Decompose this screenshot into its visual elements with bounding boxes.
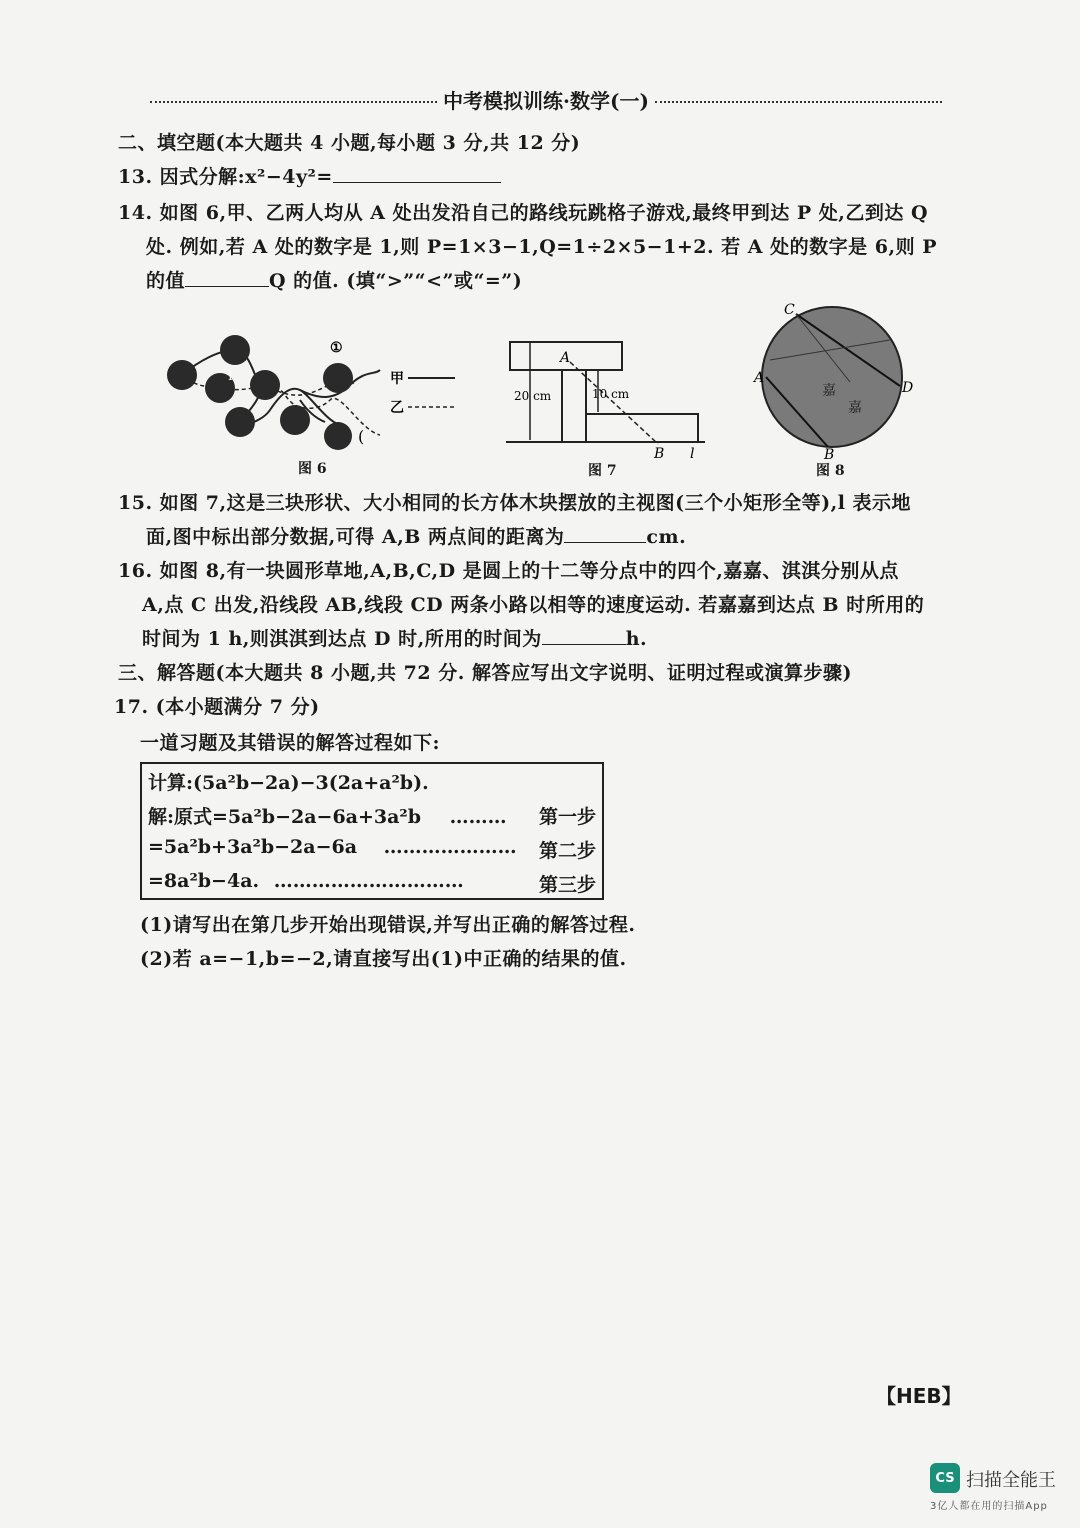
fig6-cell-p [323, 363, 353, 393]
box-line3 [148, 836, 517, 858]
box-line4-text: =8a²b−4a. [148, 870, 260, 892]
box-line4-dots: ………………………… [273, 870, 464, 892]
scanner-logo-icon: CS [930, 1463, 960, 1493]
fig6-cell-a [167, 360, 197, 390]
q17-solution-box [140, 762, 604, 900]
fig8-caption: 图 8 [816, 463, 845, 479]
header-dots-right [655, 101, 942, 103]
fig6-cell-q [324, 422, 352, 450]
q15-line2b: cm. [646, 526, 687, 548]
scanner-app-name: 扫描全能王 [966, 1470, 1056, 1491]
q17-part1: (1)请写出在第几步开始出现错误,并写出正确的解答过程. [140, 914, 636, 936]
fig6-legend-jia: 甲 [390, 371, 404, 387]
step-1-label: 第一步 [538, 806, 596, 828]
fig8-label-c: C [784, 302, 795, 318]
header-dots-left [150, 101, 437, 103]
fig8-inner-label: 嘉 [848, 400, 862, 416]
q14-line3 [146, 266, 522, 293]
box-line1: 计算:(5a²b−2a)−3(2a+a²b). [148, 772, 429, 794]
fig6-cell [220, 335, 250, 365]
fig8-label-d: D [902, 380, 914, 396]
fig7-dim1: 20 cm [514, 389, 552, 403]
step-2-label: 第二步 [538, 840, 596, 862]
figure-7 [500, 332, 710, 462]
fig7-dim2: 10 cm [592, 387, 630, 401]
fig7-label-b: B [654, 446, 665, 462]
fig6-cell [225, 407, 255, 437]
fig7-label-a: A [560, 350, 571, 366]
box-line3-dots: ………………… [383, 836, 517, 858]
q13 [118, 162, 501, 189]
fig7-segment-ab [570, 362, 658, 444]
fig7-label-l: l [690, 446, 695, 462]
q15-blank [564, 524, 646, 543]
q14-blank [185, 268, 269, 287]
paper-code: 【HEB】 [876, 1384, 962, 1408]
q16-line3b: h. [625, 628, 648, 650]
q15-line2a: 面,图中标出部分数据,可得 A,B 两点间的距离为 [146, 526, 565, 548]
q14-line1: 14. 如图 6,甲、乙两人均从 A 处出发沿自己的路线玩跳格子游戏,最终甲到达 P 处,乙到达 Q [118, 202, 929, 224]
box-line2 [148, 802, 507, 829]
fig7-block-standing [562, 370, 586, 442]
q13-text: 13. 因式分解:x²−4y²= [118, 166, 333, 188]
fig6-label-mid: Ⅰ [228, 369, 233, 383]
header-title: 中考模拟训练·数学(一) [443, 88, 649, 113]
fig8-inner-label: 嘉 [822, 383, 836, 399]
fig7-block-bottom [586, 414, 698, 442]
q13-blank [333, 164, 501, 183]
box-line2-text: 解:原式=5a²b−2a−6a+3a²b [148, 806, 422, 828]
fig6-legend-yi: 乙 [390, 400, 404, 416]
q14-line3b: Q 的值. (填“>”“<”或“=”) [269, 270, 523, 292]
fig6-cell [280, 405, 310, 435]
fig6-label-top: ① [330, 340, 343, 356]
q16-blank [542, 626, 626, 645]
q16-line2: A,点 C 出发,沿线段 AB,线段 CD 两条小路以相等的速度运动. 若嘉嘉到达点 B 时所用的 [142, 594, 925, 616]
fig6-cell [250, 370, 280, 400]
q17-title: 17. (本小题满分 7 分) [114, 696, 320, 718]
q15-line2 [146, 522, 686, 549]
fig8-circle [762, 307, 902, 447]
q14-line3a: 的值 [146, 270, 186, 292]
q15-line1: 15. 如图 7,这是三块形状、大小相同的长方体木块摆放的主视图(三个小矩形全等),l 表示地 [118, 492, 912, 514]
q17-intro: 一道习题及其错误的解答过程如下: [140, 732, 441, 754]
fig8-label-a: A [754, 370, 765, 386]
section2-heading: 二、填空题(本大题共 4 小题,每小题 3 分,共 12 分) [118, 132, 581, 154]
step-3-label: 第三步 [538, 874, 596, 896]
box-line3-text: =5a²b+3a²b−2a−6a [148, 836, 358, 858]
section3-heading: 三、解答题(本大题共 8 小题,共 72 分. 解答应写出文字说明、证明过程或演算步骤) [118, 662, 852, 684]
q16-line3a: 时间为 1 h,则淇淇到达点 D 时,所用的时间为 [142, 628, 542, 650]
q16-line1: 16. 如图 8,有一块圆形草地,A,B,C,D 是圆上的十二等分点中的四个,嘉嘉、淇淇分别从点 [118, 560, 899, 582]
figure-6 [160, 330, 470, 455]
fig6-caption: 图 6 [298, 461, 327, 477]
q17-part2: (2)若 a=−1,b=−2,请直接写出(1)中正确的结果的值. [140, 948, 627, 970]
q14-line2: 处. 例如,若 A 处的数字是 1,则 P=1×3−1,Q=1÷2×5−1+2. 若 A 处的数字是 6,则 P [146, 236, 938, 258]
q16-line3 [142, 624, 647, 651]
box-line4 [148, 870, 464, 892]
figure-8 [750, 300, 920, 460]
page-header [150, 84, 942, 114]
fig7-caption: 图 7 [588, 463, 617, 479]
fig8-label-b: B [824, 447, 835, 460]
box-line2-dots: ……… [449, 806, 507, 828]
scanner-tagline: 3亿人都在用的扫描App [930, 1501, 1048, 1512]
fig6-label-end: ( [358, 427, 365, 446]
